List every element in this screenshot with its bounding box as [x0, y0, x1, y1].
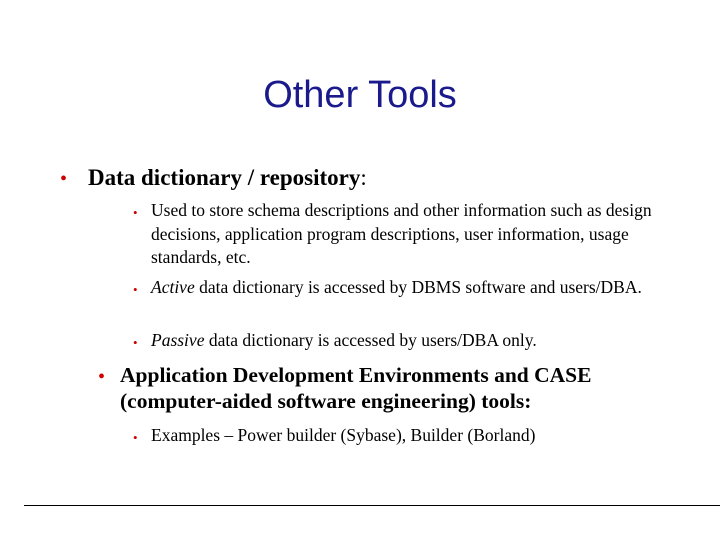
sub-bullet-marker: • [133, 205, 138, 220]
bullet-marker: • [60, 168, 68, 190]
bullet-marker: • [98, 366, 106, 388]
slide-title: Other Tools [263, 74, 457, 116]
sub-bullet-marker: • [133, 430, 138, 445]
sub-bullet-rest-active: data dictionary is accessed by DBMS software and users/DBA. [194, 277, 642, 297]
bullet-heading-data-dictionary [88, 164, 688, 191]
sub-bullet-rest-passive: data dictionary is accessed by users/DBA only. [204, 330, 537, 350]
bullet-heading-app-dev: Application Development Environments and CASE (computer-aided software engineering) tools: [120, 363, 592, 413]
bullet-heading-tail: : [360, 165, 367, 190]
sub-bullet-text-active [151, 276, 656, 300]
sub-bullet-italic-passive: Passive [151, 330, 205, 350]
footer-divider [24, 505, 720, 506]
sub-bullet-text-passive [151, 329, 691, 353]
sub-bullet-marker: • [133, 335, 138, 350]
sub-bullet-italic-active: Active [151, 277, 195, 297]
sub-bullet-marker: • [133, 282, 138, 297]
sub-bullet-text-examples: Examples – Power builder (Sybase), Builder (Borland) [151, 425, 536, 445]
sub-bullet-text-schema: Used to store schema descriptions and other information such as design decisions, application program descriptions, user information, usage standards, etc. [151, 200, 652, 267]
bullet-heading-bold: Data dictionary / repository [88, 165, 361, 190]
